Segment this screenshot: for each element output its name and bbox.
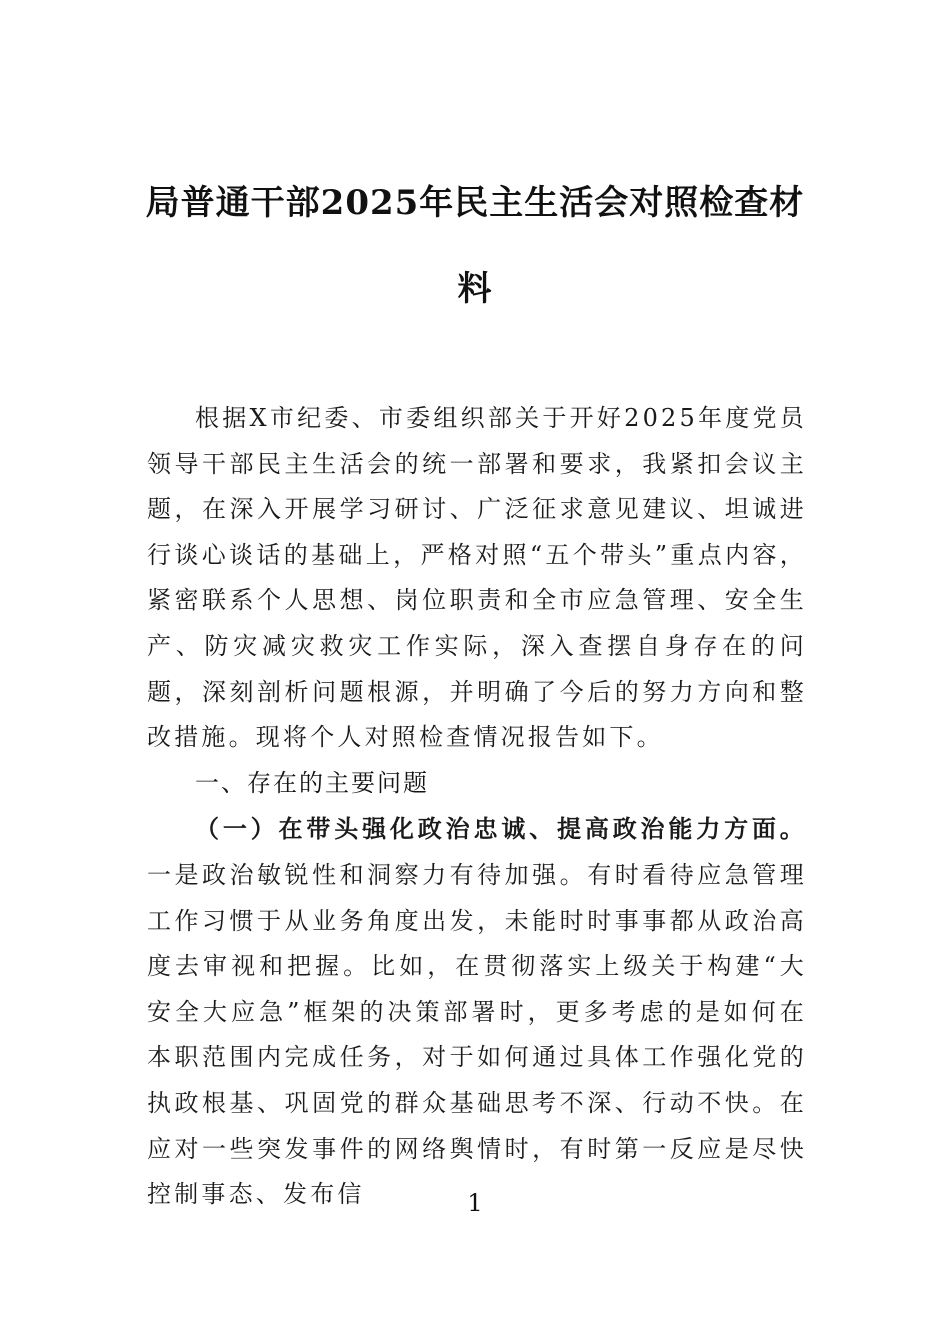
section-heading: 一、存在的主要问题 bbox=[195, 768, 429, 797]
document-body bbox=[147, 396, 807, 1218]
document-title: 局普通干部2025年民主生活会对照检查材料 bbox=[145, 183, 805, 309]
subsection-heading: （一）在带头强化政治忠诚、提高政治能力方面。 bbox=[195, 814, 807, 844]
intro-paragraph: 根据X市纪委、市委组织部关于开好2025年度党员领导干部民主生活会的统一部署和要求，我紧扣会议主题，在深入开展学习研讨、广泛征求意见建议、坦诚进行谈心谈话的基础上，严格对照“五个带头”重点内容，紧密联系个人思想、岗位职责和全市应急管理、安全生产、防灾减灾救灾工作实际，深入查摆自身存在的问题，深刻剖析问题根源，并明确了今后的努力方向和整改措施。现将个人对照检查情况报告如下。 bbox=[147, 404, 807, 752]
page-number: 1 bbox=[467, 1189, 483, 1217]
subsection-paragraph bbox=[147, 806, 807, 1217]
subsection-body: 一是政治敏锐性和洞察力有待加强。有时看待应急管理工作习惯于从业务角度出发，未能时时事事都从政治高度去审视和把握。比如，在贯彻落实上级关于构建“大安全大应急”框架的决策部署时，更多考虑的是如何在本职范围内完成任务，对于如何通过具体工作强化党的执政根基、巩固党的群众基础思考不深、行动不快。在应对一些突发事件的网络舆情时，有时第一反应是尽快控制事态、发布信 bbox=[147, 860, 807, 1209]
